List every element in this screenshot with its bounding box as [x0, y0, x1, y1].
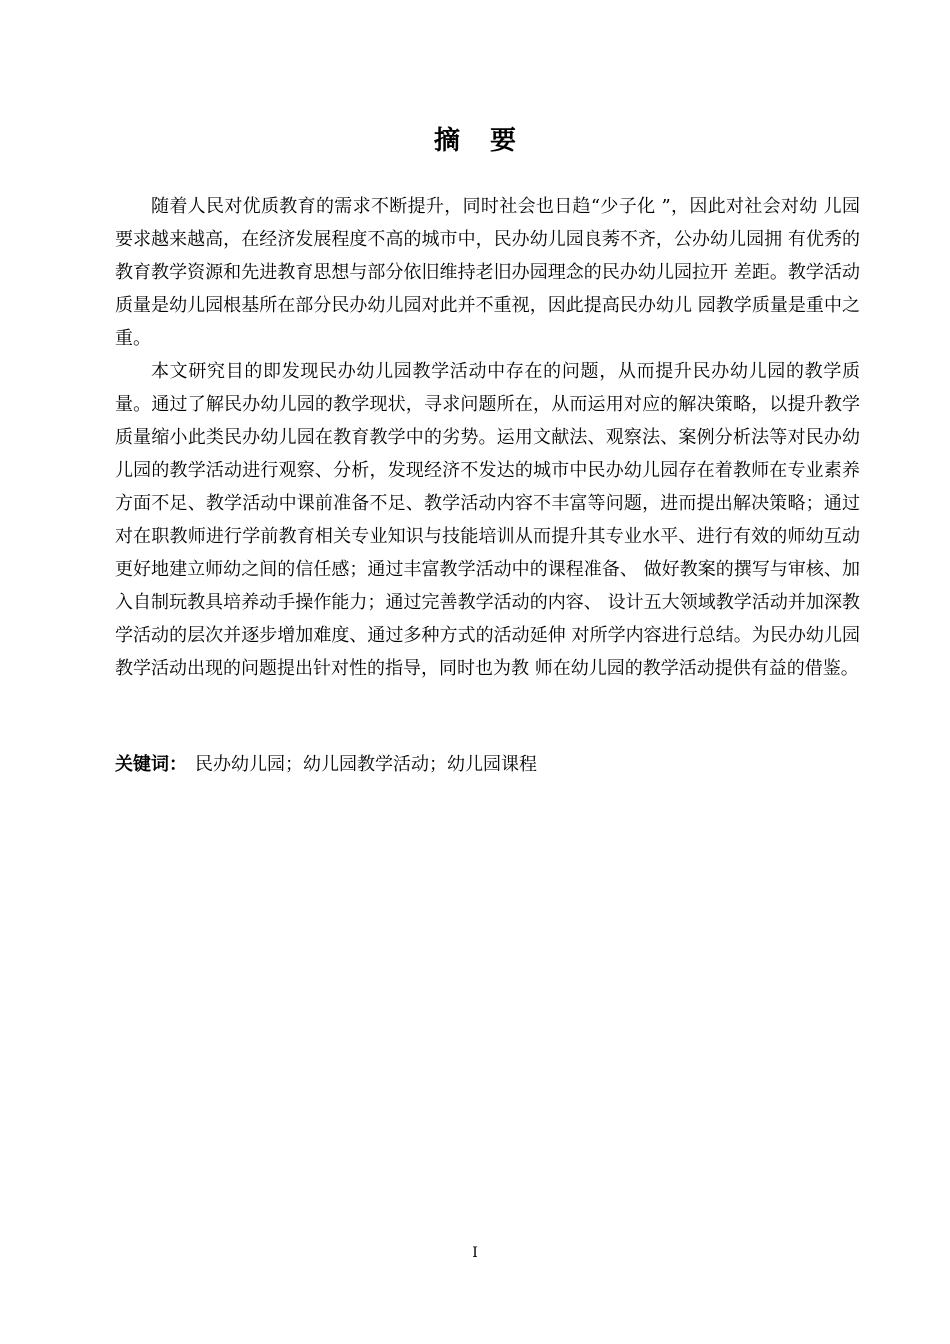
abstract-paragraph-1: 随着人民对优质教育的需求不断提升，同时社会也日趋“少子化 ”，因此对社会对幼 儿园要求越来越高，在经济发展程度不高的城市中，民办幼儿园良莠不齐，公办幼儿园拥 有优秀的教育教学资源和先进教育思想与部分依旧维持老旧办园理念的民办幼儿园拉开 差距。教学活动质量是幼儿园根基所在部分民办幼儿园对此并不重视，因此提高民办幼儿 园教学质量是重中之重。: [115, 196, 860, 349]
abstract-body: [115, 190, 860, 685]
keywords-label: 关键词：: [115, 754, 187, 775]
keywords-line: [115, 750, 860, 780]
abstract-paragraph-2: 本文研究目的即发现民办幼儿园教学活动中存在的问题，从而提升民办幼儿园的教学质量。通过了解民办幼儿园的教学现状，寻求问题所在，从而运用对应的解决策略，以提升教学质量缩小此类民办幼儿园在教育教学中的劣势。运用文献法、观察法、案例分析法等对民办幼儿园的教学活动进行观察、分析，发现经济不发达的城市中民办幼儿园存在着教师在专业素养方面不足、教学活动中课前准备不足、教学活动内容不丰富等问题，进而提出解决策略；通过对在职教师进行学前教育相关专业知识与技能培训从而提升其专业水平、进行有效的师幼互动更好地建立师幼之间的信任感；通过丰富教学活动中的课程准备、 做好教案的撰写与审核、加入自制玩教具培养动手操作能力；通过完善教学活动的内容、 设计五大领域教学活动并加深教学活动的层次并逐步增加难度、通过多种方式的活动延伸 对所学内容进行总结。为民办幼儿园教学活动出现的问题提出针对性的指导，同时也为教 师在幼儿园的教学活动提供有益的借鉴。: [115, 361, 860, 679]
keywords-text: 民办幼儿园；幼儿园教学活动；幼儿园课程: [195, 754, 537, 775]
page-number: I: [472, 1245, 478, 1261]
abstract-title: 摘要: [433, 126, 546, 156]
